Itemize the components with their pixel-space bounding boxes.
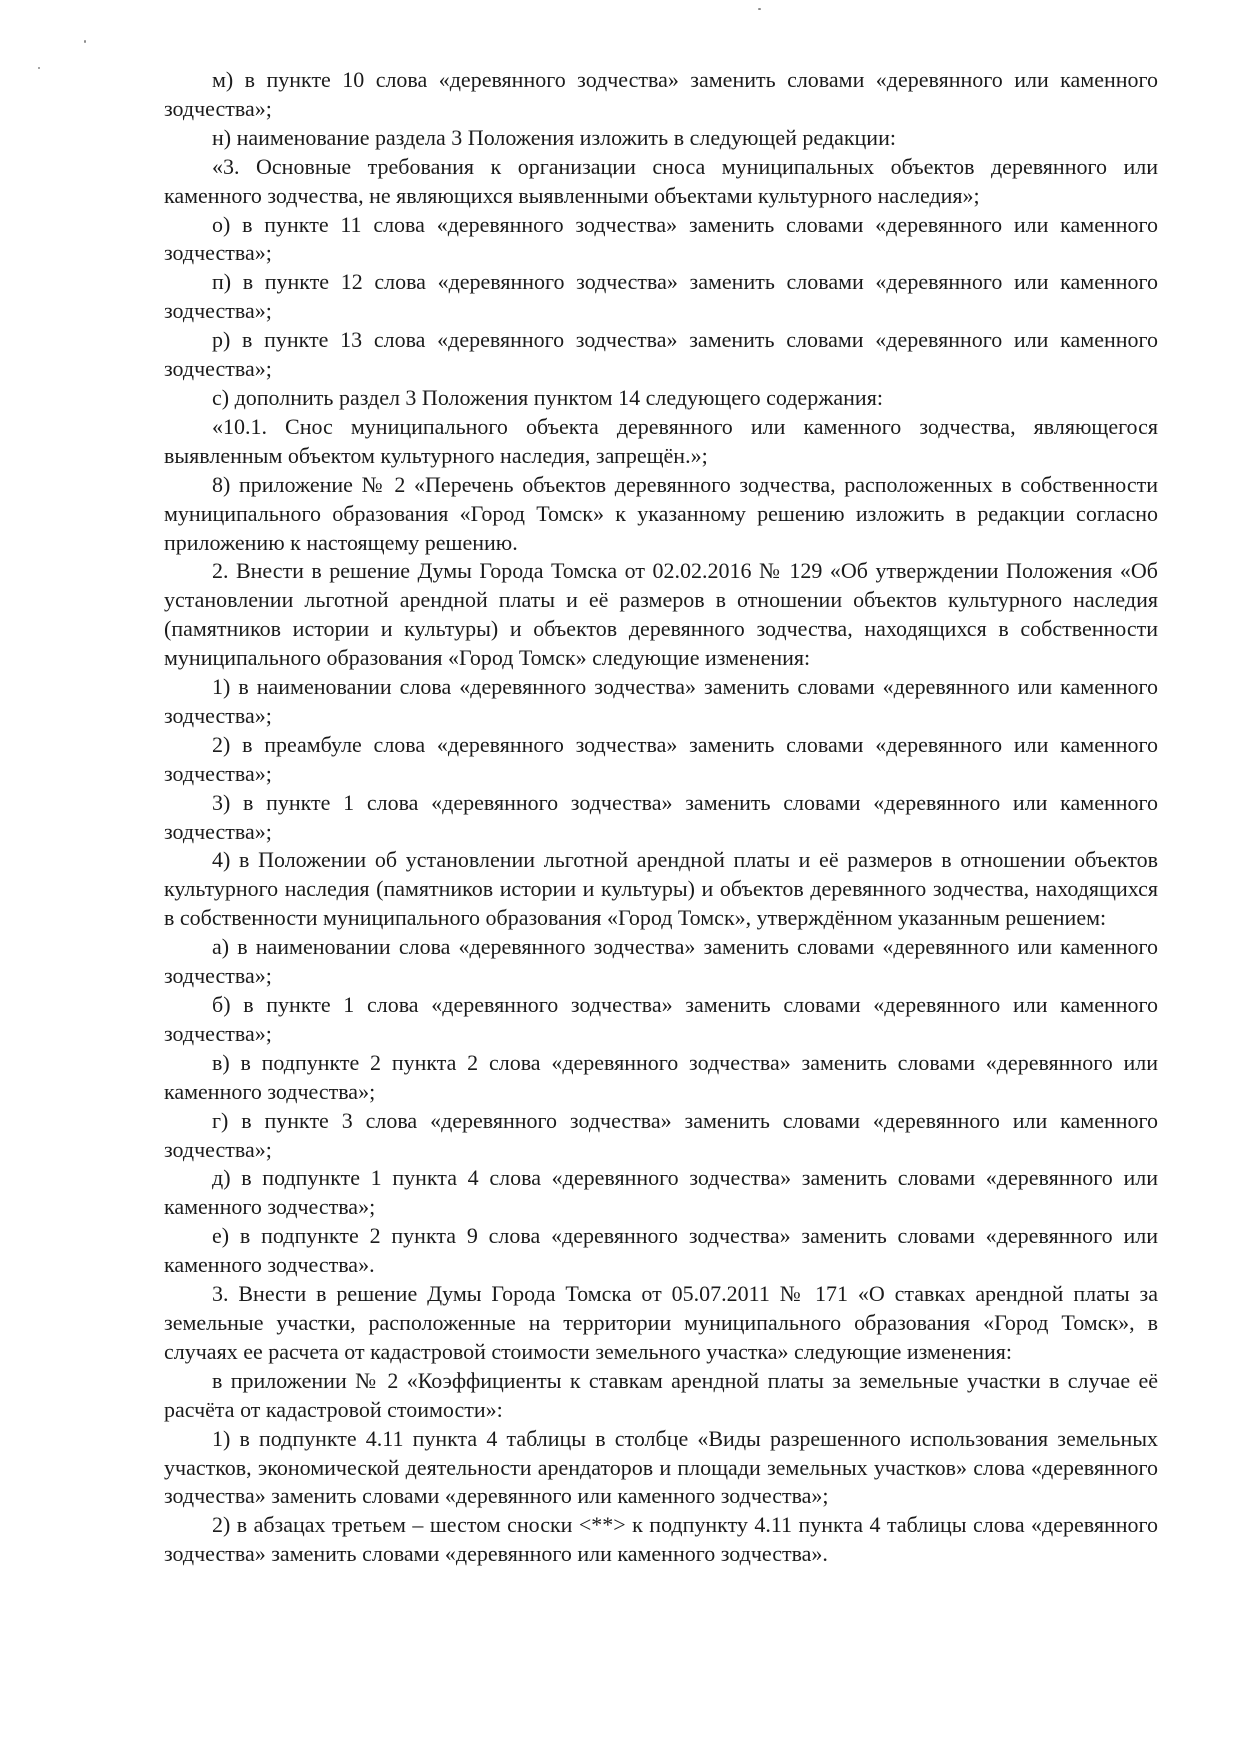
paragraph: а) в наименовании слова «деревянного зодчества» заменить словами «деревянного или каменного зодчества»; bbox=[164, 934, 1158, 989]
paragraph: 3. Внести в решение Думы Города Томска от 05.07.2011 № 171 «О ставках арендной платы за земельные участки, расположенные на территории муниципального образования «Город Томск», в случаях ее расчета от кадастровой стоимости земельного участка» следующие изменения: bbox=[164, 1281, 1158, 1364]
paragraph: б) в пункте 1 слова «деревянного зодчества» заменить словами «деревянного или каменного зодчества»; bbox=[164, 992, 1158, 1046]
paragraph: «3. Основные требования к организации сноса муниципальных объектов деревянного или каменного зодчества, не являющихся выявленными объектами культурного наследия»; bbox=[164, 153, 1158, 208]
paragraph: д) в подпункте 1 пункта 4 слова «деревянного зодчества» заменить словами «деревянного или каменного зодчества»; bbox=[164, 1165, 1158, 1220]
paragraph: 2) в преамбуле слова «деревянного зодчества» заменить словами «деревянного или каменного зодчества»; bbox=[164, 731, 1158, 786]
scan-speck bbox=[38, 67, 40, 69]
paragraph: н) наименование раздела 3 Положения изложить в следующей редакции: bbox=[212, 124, 896, 150]
paragraph: «10.1. Снос муниципального объекта деревянного или каменного зодчества, являющегося выявленным объектом культурного наследия, запрещён.»; bbox=[164, 413, 1158, 468]
paragraph: 2) в абзацах третьем – шестом сноски <**> к подпункту 4.11 пункта 4 таблицы слова «деревянного зодчества» заменить словами «деревянного или каменного зодчества». bbox=[164, 1512, 1158, 1567]
paragraph: п) в пункте 12 слова «деревянного зодчества» заменить словами «деревянного или каменного зодчества»; bbox=[164, 269, 1158, 324]
paragraph: 2. Внести в решение Думы Города Томска от 02.02.2016 № 129 «Об утверждении Положения «Об установлении льготной арендной платы и её размеров в отношении объектов культурного наследия (памятников истории и культуры) и объектов деревянного зодчества, находящихся в собственности муниципального образования «Город Томск» следующие изменения: bbox=[164, 558, 1158, 671]
paragraph: 1) в наименовании слова «деревянного зодчества» заменить словами «деревянного или каменного зодчества»; bbox=[164, 674, 1158, 728]
paragraph: в приложении № 2 «Коэффициенты к ставкам арендной платы за земельные участки в случае её расчёта от кадастровой стоимости»: bbox=[164, 1367, 1158, 1422]
paragraph: в) в подпункте 2 пункта 2 слова «деревянного зодчества» заменить словами «деревянного или каменного зодчества»; bbox=[164, 1049, 1158, 1104]
paragraph: 3) в пункте 1 слова «деревянного зодчества» заменить словами «деревянного или каменного зодчества»; bbox=[164, 789, 1158, 844]
paragraph: о) в пункте 11 слова «деревянного зодчества» заменить словами «деревянного или каменного зодчества»; bbox=[164, 211, 1158, 266]
paragraph: г) в пункте 3 слова «деревянного зодчества» заменить словами «деревянного или каменного зодчества»; bbox=[164, 1107, 1158, 1162]
document-page bbox=[164, 66, 1158, 1569]
paragraph: м) в пункте 10 слова «деревянного зодчества» заменить словами «деревянного или каменного зодчества»; bbox=[164, 67, 1158, 121]
paragraph: 4) в Положении об установлении льготной арендной платы и её размеров в отношении объектов культурного наследия (памятников истории и культуры) и объектов деревянного зодчества, находящихся в собственности муниципального образования «Город Томск», утверждённом указанным решением: bbox=[164, 847, 1158, 931]
paragraph: е) в подпункте 2 пункта 9 слова «деревянного зодчества» заменить словами «деревянного или каменного зодчества». bbox=[164, 1223, 1158, 1278]
paragraph: 1) в подпункте 4.11 пункта 4 таблицы в столбце «Виды разрешенного использования земельных участков, экономической деятельности арендаторов и площади земельных участков» слова «деревянного зодчества» заменить словами «деревянного или каменного зодчества»; bbox=[164, 1425, 1158, 1509]
scan-speck bbox=[84, 40, 86, 43]
paragraph: с) дополнить раздел 3 Положения пунктом 14 следующего содержания: bbox=[212, 384, 883, 410]
paragraph: р) в пункте 13 слова «деревянного зодчества» заменить словами «деревянного или каменного зодчества»; bbox=[164, 327, 1158, 382]
paragraph: 8) приложение № 2 «Перечень объектов деревянного зодчества, расположенных в собственности муниципального образования «Город Томск» к указанному решению изложить в редакции согласно приложению к настоящему решению. bbox=[164, 471, 1158, 555]
scan-speck bbox=[758, 8, 761, 10]
